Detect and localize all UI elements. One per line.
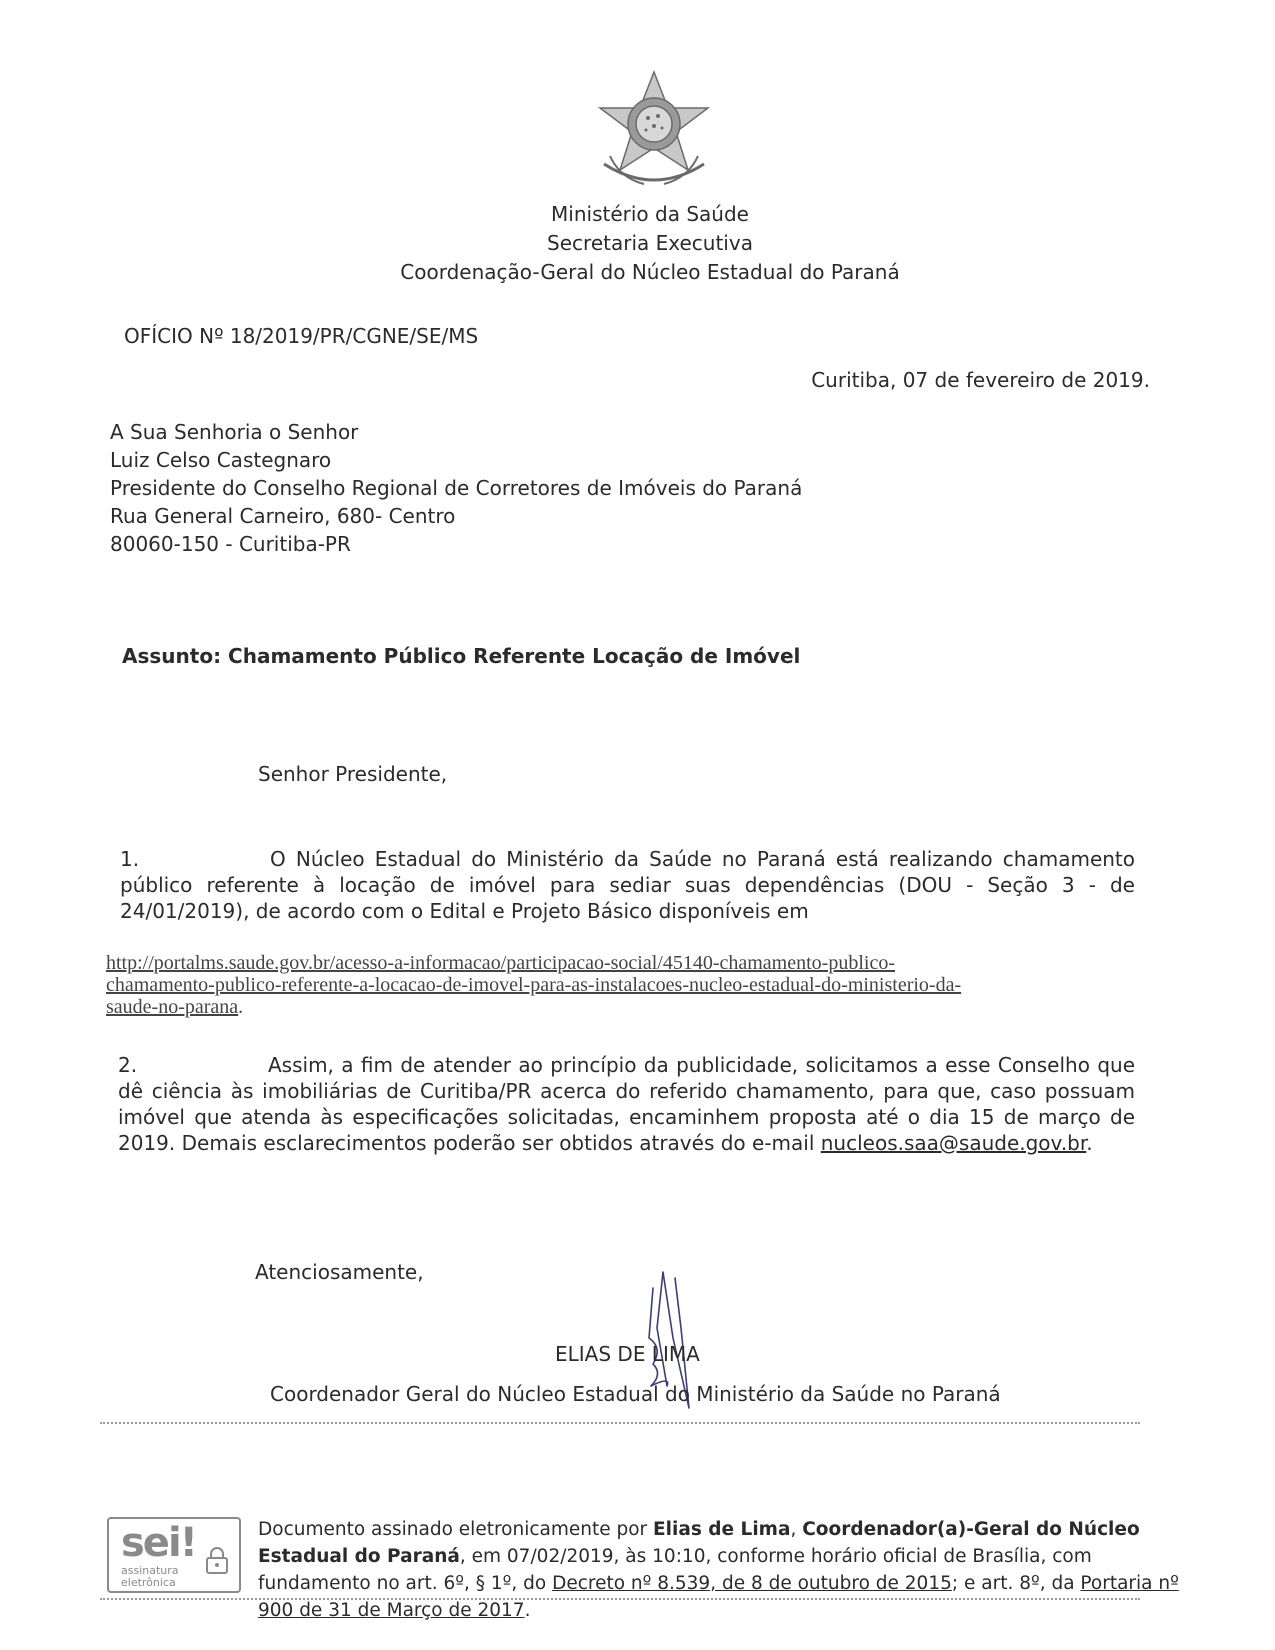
edital-link-block	[106, 952, 1136, 1018]
divider-top	[100, 1422, 1140, 1424]
edital-link-line[interactable]: http://portalms.saude.gov.br/acesso-a-informacao/participacao-social/45140-chamamento-publico-	[106, 952, 895, 974]
closing: Atenciosamente,	[255, 1260, 424, 1284]
sei-logo: sei!	[121, 1520, 196, 1566]
signer-name: ELIAS DE LIMA	[555, 1342, 700, 1366]
email-link[interactable]: nucleos.saa@saude.gov.br	[820, 1131, 1087, 1155]
sei-text: Documento assinado eletronicamente por	[258, 1519, 654, 1540]
sei-caption	[121, 1565, 179, 1589]
addressee-line: Luiz Celso Castegnaro	[110, 448, 332, 472]
paragraph-2	[118, 1052, 1135, 1156]
salutation: Senhor Presidente,	[258, 762, 448, 786]
ministry-name: Ministério da Saúde	[551, 202, 749, 226]
email-period: .	[1086, 1131, 1093, 1155]
signer-title: Coordenador Geral do Núcleo Estadual do Ministério da Saúde no Paraná	[270, 1382, 1001, 1406]
oficio-number: OFÍCIO Nº 18/2019/PR/CGNE/SE/MS	[124, 324, 479, 348]
sei-signer-name: Elias de Lima	[653, 1519, 791, 1540]
sei-text: ,	[790, 1519, 803, 1540]
coordination-name: Coordenação-Geral do Núcleo Estadual do Paraná	[400, 260, 900, 284]
edital-link-line[interactable]: chamamento-publico-referente-a-locacao-de-imovel-para-as-instalacoes-nucleo-estadual-do-ministerio-da-	[106, 974, 962, 996]
addressee-line: A Sua Senhoria o Senhor	[110, 420, 359, 444]
padlock-icon	[204, 1545, 230, 1575]
sei-text: ; e art. 8º, da	[951, 1573, 1081, 1594]
letter-date: Curitiba, 07 de fevereiro de 2019.	[811, 368, 1150, 392]
paragraph-text: Assim, a fim de atender ao princípio da publicidade, solicitamos a esse Conselho que dê ciência às imobiliárias de Curitiba/PR acerca do referido chamamento, para que, caso possuam imóvel que atenda às especificações solicitadas, encaminhem proposta até o dia 15 de março de 2019. Demais esclarecimentos poderão ser obtidos através do e-mail	[118, 1053, 1135, 1155]
paragraph-text: O Núcleo Estadual do Ministério da Saúde no Paraná está realizando chamamento público referente à locação de imóvel para sediar suas dependências (DOU - Seção 3 - de 24/01/2019), de acordo com o Edital e Projeto Básico disponíveis em	[120, 847, 1135, 923]
paragraph-1	[120, 846, 1135, 924]
sei-stamp	[107, 1517, 241, 1593]
sei-caption-line: eletrônica	[121, 1576, 176, 1589]
subject-line: Assunto: Chamamento Público Referente Locação de Imóvel	[122, 644, 801, 668]
link-period: .	[238, 996, 244, 1018]
paragraph-number: 2.	[118, 1053, 138, 1077]
decreto-link[interactable]: Decreto nº 8.539, de 8 de outubro de 2015	[552, 1573, 952, 1594]
brasao-seal-icon	[590, 68, 718, 196]
sei-signature-text	[258, 1516, 1193, 1624]
paragraph-number: 1.	[120, 847, 140, 871]
addressee-line: 80060-150 - Curitiba-PR	[110, 532, 351, 556]
divider-bottom	[100, 1598, 1140, 1600]
portaria-link[interactable]: Portaria nº 900 de 31 de Março de 2017	[258, 1573, 1179, 1621]
addressee-line: Rua General Carneiro, 680- Centro	[110, 504, 456, 528]
sei-text: , em 07/02/2019, às 10:10, conforme horário oficial de Brasília, com fundamento no art. 6º, § 1º, do	[258, 1546, 1092, 1594]
sei-text: .	[524, 1600, 531, 1621]
addressee-line: Presidente do Conselho Regional de Corretores de Imóveis do Paraná	[110, 476, 803, 500]
sei-signer-role: Coordenador(a)-Geral do Núcleo Estadual do Paraná	[258, 1519, 1140, 1567]
edital-link-line[interactable]: saude-no-parana	[106, 996, 239, 1018]
secretariat-name: Secretaria Executiva	[547, 231, 753, 255]
sei-caption-line: assinatura	[121, 1564, 179, 1577]
addressee-block	[110, 418, 802, 558]
letterhead	[300, 200, 1000, 287]
